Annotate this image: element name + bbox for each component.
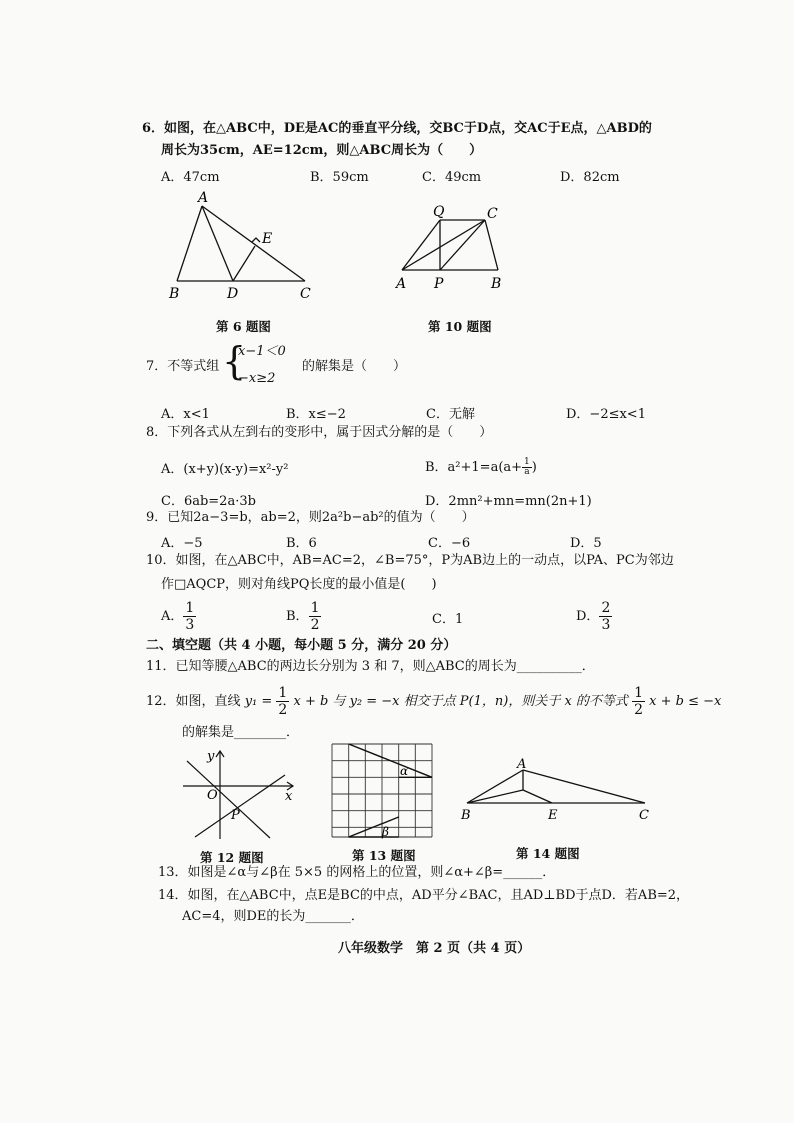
section2-title: 二、填空题（共 4 小题，每小题 5 分，满分 20 分） (146, 638, 457, 653)
q10-d-letter: D． (576, 609, 600, 624)
q10-a-num: 1 (185, 600, 195, 616)
q7-prefix: 7．不等式组 (146, 359, 220, 374)
q10-label-p: P (434, 276, 444, 292)
q14-label-c: C (639, 808, 649, 823)
q7-suffix: 的解集是（ ） (302, 359, 407, 374)
q10-label-b: B (491, 276, 502, 292)
q14-label-a: A (517, 757, 527, 772)
q14-line1: 14．如图，在△ABC中，点E是BC的中点，AD平分∠BAC，且AD⊥BD于点D．若AB=2， (158, 888, 690, 903)
q6-option-a: A．47cm (161, 170, 220, 185)
q14-line2-text: AC=4，则DE的长为 (182, 909, 306, 924)
q10-option-a (161, 600, 196, 633)
q7-row2: −x≥2 (238, 371, 276, 386)
q10-label-c: C (487, 206, 498, 222)
q12-y2: y₂ = −x 相交于点 P(1，n)，则关于 x 的不等式 (349, 694, 628, 709)
q11-blank: __________． (516, 659, 595, 674)
q10-a-letter: A． (161, 609, 184, 624)
q10-a-den: 3 (185, 617, 195, 633)
q9-option-b: B．6 (286, 536, 317, 551)
q12-ineq-num: 1 (634, 685, 643, 701)
q6-line2: 周长为35cm，AE=12cm，则△ABC周长为（ ） (161, 143, 483, 158)
q12-frac-num: 1 (278, 685, 288, 701)
q14-figure (455, 757, 660, 827)
q8-b-num: 1 (524, 457, 530, 467)
q7-brace: { (222, 339, 247, 383)
q12-ineq-rest: x + b ≤ −x (649, 694, 722, 709)
q6-label-e: E (262, 231, 273, 247)
q12-line2-text: 的解集是 (182, 725, 235, 740)
q7-row1: x−1＜0 (238, 344, 286, 359)
q14-blank: _______． (305, 909, 364, 924)
q11-text: 11．已知等腰△ABC的两边长分别为 3 和 7，则△ABC的周长为 (146, 659, 517, 674)
q10-caption: 第 10 题图 (428, 319, 492, 334)
q6-label-b: B (169, 286, 180, 302)
q6-option-d: D．82cm (560, 170, 620, 185)
q10-figure (390, 200, 520, 300)
q12-label-y: y (207, 749, 215, 764)
q8-option-b-text: B．a²+1=a(a+ (425, 460, 523, 475)
q10-line1: 10．如图，在△ABC中，AB=AC=2，∠B=75°，P为AB边上的一动点，以PA、PC为邻边 (146, 553, 674, 568)
q6-label-a: A (198, 190, 209, 206)
page-footer: 八年级数学 第 2 页（共 4 页） (338, 941, 531, 956)
q7-option-b: B．x≤−2 (286, 407, 346, 422)
q7-option-d: D．−2≤x<1 (566, 407, 646, 422)
q12-label-o: O (207, 788, 218, 803)
q10-label-q: Q (433, 204, 445, 220)
q9-option-d: D．5 (570, 536, 602, 551)
q14-label-e: E (548, 808, 558, 823)
q11-stem (146, 658, 595, 676)
q12-figure (175, 745, 305, 845)
q12-frac-den: 2 (278, 702, 288, 718)
q13-beta: β (382, 825, 389, 839)
q12-stem (146, 684, 721, 720)
q13-alpha: α (400, 764, 409, 778)
q6-option-c: C．49cm (422, 170, 482, 185)
q10-option-d (576, 600, 612, 633)
q13-blank: ______． (503, 865, 556, 880)
q6-label-d: D (227, 286, 239, 302)
q10-option-b (286, 600, 321, 633)
q10-label-a: A (396, 276, 407, 292)
q8-b-close: ) (531, 460, 537, 475)
q14-caption: 第 14 题图 (516, 846, 580, 861)
q8-option-b (425, 456, 537, 477)
q10-b-num: 1 (310, 600, 320, 616)
q12-label-p: P (231, 808, 240, 823)
q12-part1: 12．如图，直线 (146, 694, 241, 709)
q12-ineq-den: 2 (634, 702, 643, 718)
q8-option-a: A．(x+y)(x-y)=x²-y² (161, 462, 289, 477)
q9-stem: 9．已知2a−3=b，ab=2，则2a²b−ab²的值为（ ） (146, 510, 475, 525)
q6-figure (160, 188, 330, 308)
q8-option-d: D．2mn²+mn=mn(2n+1) (425, 494, 592, 509)
q13-caption: 第 13 题图 (352, 848, 416, 863)
q12-y1: y₁ = (244, 694, 273, 709)
q10-line2: 作□AQCP，则对角线PQ长度的最小值是( ) (161, 577, 437, 592)
q10-d-num: 2 (601, 600, 611, 616)
q10-d-den: 3 (601, 617, 611, 633)
q14-label-b: B (461, 808, 471, 823)
q12-caption: 第 12 题图 (200, 850, 264, 865)
q12-blank: ________． (234, 725, 300, 740)
q9-option-c: C．−6 (428, 536, 471, 551)
q10-option-c: C．1 (432, 612, 464, 627)
q8-option-c: C．6ab=2a·3b (161, 494, 256, 509)
q12-y1-rest: x + b 与 (293, 694, 346, 709)
q12-line2 (182, 724, 299, 742)
q6-option-b: B．59cm (310, 170, 369, 185)
q6-line1: 6．如图，在△ABC中，DE是AC的垂直平分线，交BC于D点，交AC于E点，△ABD的 (142, 121, 652, 136)
q6-caption: 第 6 题图 (216, 319, 271, 334)
q10-b-den: 2 (310, 617, 320, 633)
q8-b-den: a (524, 467, 530, 477)
q6-label-c: C (300, 286, 311, 302)
q13-figure (330, 742, 435, 842)
q7-option-c: C．无解 (426, 407, 475, 422)
q9-option-a: A．−5 (161, 536, 203, 551)
q12-label-x: x (285, 789, 293, 804)
q14-line2 (182, 908, 364, 926)
q7-option-a: A．x<1 (161, 407, 210, 422)
q13-stem (158, 864, 555, 882)
q13-text: 13．如图是∠α与∠β在 5×5 的网格上的位置，则∠α+∠β= (158, 865, 504, 880)
q8-stem: 8．下列各式从左到右的变形中，属于因式分解的是（ ） (146, 425, 493, 440)
q10-b-letter: B． (286, 609, 309, 624)
